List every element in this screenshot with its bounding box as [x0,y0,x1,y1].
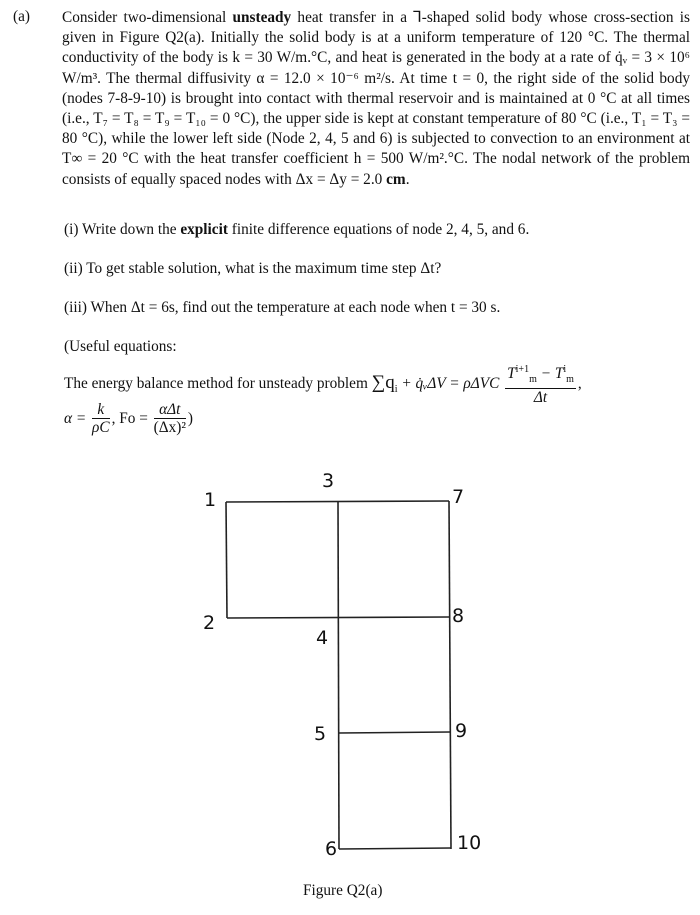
t-minus: − T [536,365,564,383]
node-label-6: 6 [325,838,338,860]
node-label-4: 4 [316,627,329,649]
part-i-text: (i) Write down the [64,221,181,238]
energy-balance-label: The energy balance method for unsteady problem [64,375,368,393]
alpha-num: k [97,401,105,418]
fo-lhs: , Fo = [111,410,148,428]
left-edge [226,502,227,618]
figure-caption: Figure Q2(a) [303,882,383,899]
sup2: i [563,364,567,375]
energy-mid: + q̇ᵥΔV = ρΔVC [397,375,500,393]
node-label-9: 9 [455,720,468,742]
statement-text: heat transfer in a ⅂-shaped solid body whose cross-section is given in Figure Q2(a). Initially the solid body is at a uniform temperature of 120 °C. The thermal conductivity of the body is k = 30 W/m.°C, and heat is generated in the body at a rate of q̇ᵥ = 3 × 10⁶ W/m³. The thermal diffusivity α = 12.0 × 10⁻⁶ m²/s. At time t = 0, the right side of the solid body (nodes 7-8-9-10) is brought into contact with thermal reservoir and is maintained at 0 °C at all times (i.e., T₇ = T₈ = T₉ = T₁₀ = 0 °C), the upper side is kept at constant temperature of 80 °C (i.e., T₁ = T₃ = 80 °C), while the lower left side (Node 2, 4, 5 and 6) is subjected to convection to an environment at T∞ = 20 °C with the heat transfer coefficient h = 500 W/m².°C. The nodal network of the problem consists of equally spaced nodes with Δx = Δy = 2.0 [62,9,690,188]
sub1: m [529,374,537,386]
sum-sub: i [394,384,398,396]
bold-term: unsteady [232,9,292,26]
fo-num: αΔt [159,401,181,418]
bold-term: cm [386,170,406,188]
top-edge [226,501,449,502]
part-ii: (ii) To get stable solution, what is the maximum time step Δt? [64,260,442,277]
row-9-line [339,732,450,733]
center-vertical [338,502,339,849]
alpha-den: ρC [92,419,110,436]
t-num: T [507,365,516,383]
node-label-7: 7 [452,486,465,508]
node-label-5: 5 [314,723,327,745]
node-label-10: 10 [457,832,482,854]
node-label-2: 2 [203,612,216,634]
close-paren: ) [187,410,194,428]
part-i-text-end: finite difference equations of node 2, 4, 5, and 6. [227,221,530,238]
part-iii: (iii) When Δt = 6s, find out the temperature at each node when t = 30 s. [64,299,501,316]
fo-den: (Δx)² [153,419,186,436]
right-edge [449,501,451,849]
sub2: m [566,374,574,386]
node-label-8: 8 [452,605,465,627]
sup1: i+1 [515,364,530,375]
question-marker: (a) [13,8,30,25]
part-i-bold: explicit [180,221,228,238]
comma: , [577,375,582,393]
node-label-1: 1 [204,489,217,511]
bottom-edge [339,848,451,849]
statement-text: Consider two-dimensional [62,9,233,26]
alpha-lhs: α = [64,410,87,428]
node-label-3: 3 [322,470,335,492]
sum-q: ∑q [371,372,395,394]
dt-den: Δt [533,389,548,407]
statement-text: . [405,170,410,188]
useful-equations-heading: (Useful equations: [64,338,177,355]
